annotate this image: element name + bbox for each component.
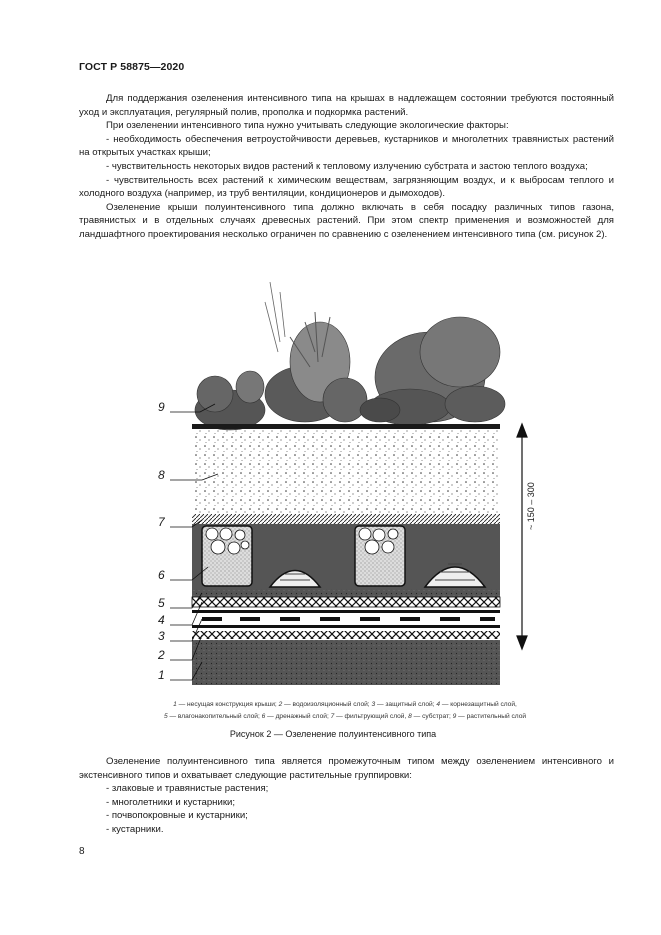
load-bearing-layer: [192, 640, 500, 685]
soil-surface: [192, 424, 500, 429]
plant-groups-list: [79, 782, 614, 836]
layer-label-6: 6: [158, 568, 165, 582]
filter-layer: [192, 514, 500, 524]
waterproofing-layer: [192, 631, 500, 639]
figure-legend: [95, 699, 595, 722]
layer-label-7: 7: [158, 515, 165, 529]
list-item: - почвопокровные и кустарники;: [106, 810, 248, 822]
moisture-layer: [192, 589, 500, 597]
layer-label-2: 2: [158, 648, 165, 662]
legend-line-2: 5 — влагонакопительный слой; 6 — дренажный слой; 7 — фильтрующий слой, 8 — субстрат; 9 — растительный слой: [163, 712, 527, 720]
figure-caption: Рисунок 2 — Озеленение полуинтенсивного типа: [229, 729, 437, 739]
root-barrier-layer: [192, 597, 500, 607]
list-item: - многолетники и кустарники;: [106, 796, 236, 808]
after-paragraph: Озеленение полуинтенсивного типа является промежуточным типом между озеленением интенсивного и экстенсивного типов и охватывает следующие растительные группировки:: [79, 756, 614, 781]
dimension-arrow: [517, 424, 527, 649]
page-number: 8: [79, 846, 85, 857]
layer-label-4: 4: [158, 613, 165, 627]
bullet-1: - необходимость обеспечения ветроустойчивости деревьев, кустарников и многолетних травянистых растений на открытых участках крыши;: [79, 133, 614, 159]
vegetation-illustration: [195, 282, 505, 430]
legend-line-1: 1 — несущая конструкция крыши; 2 — водоизоляционный слой; 3 — защитный слой; 4 — корнезащитный слой,: [173, 701, 517, 708]
paragraph-2: При озеленении интенсивного типа нужно учитывать следующие экологические факторы:: [106, 120, 509, 132]
list-item: - кустарники.: [106, 823, 164, 835]
layer-label-9: 9: [158, 400, 165, 414]
layer-label-5: 5: [158, 596, 165, 610]
protective-layer-bottom: [192, 625, 500, 628]
paragraph-1: Для поддержания озеленения интенсивного типа на крышах в надлежащем состоянии требуются постоянный уход и эксплуатация, регулярный полив, прополка и подкормка растений.: [79, 93, 614, 118]
body-text: [79, 92, 614, 242]
protective-dashes: [202, 617, 495, 621]
roof-layers-figure: [140, 282, 560, 694]
after-text: [79, 755, 614, 837]
bullet-2: - чувствительность некоторых видов растений к тепловому излучению субстрата и застою теплого воздуха;: [106, 160, 588, 172]
layer-label-8: 8: [158, 468, 165, 482]
list-item: - злаковые и травянистые растения;: [106, 783, 269, 795]
bullet-3: - чувствительность всех растений к химическим веществам, загрязняющим воздух, и к выбросам теплого и холодного воздуха (например, из труб вентиляции, кондиционеров и дымоходов).: [79, 174, 614, 200]
substrate-layer: [192, 429, 500, 514]
layer-label-1: 1: [158, 668, 165, 682]
drainage-layer: [192, 524, 500, 589]
dimension-label: ~ 150 – 300: [526, 482, 536, 530]
paragraph-3: Озеленение крыши полуинтенсивного типа должно включать в себя посадку различных типов газона, травянистых и в отдельных случаях древесных растений. При этом спектр применения и возможностей для ландшафтного проектирования несколько ограничен по сравнению с озеленением интенсивного типа (см. рисунок 2).: [79, 201, 614, 240]
protective-layer-top: [192, 610, 500, 613]
layer-label-3: 3: [158, 629, 165, 643]
document-header: ГОСТ Р 58875—2020: [79, 61, 185, 73]
